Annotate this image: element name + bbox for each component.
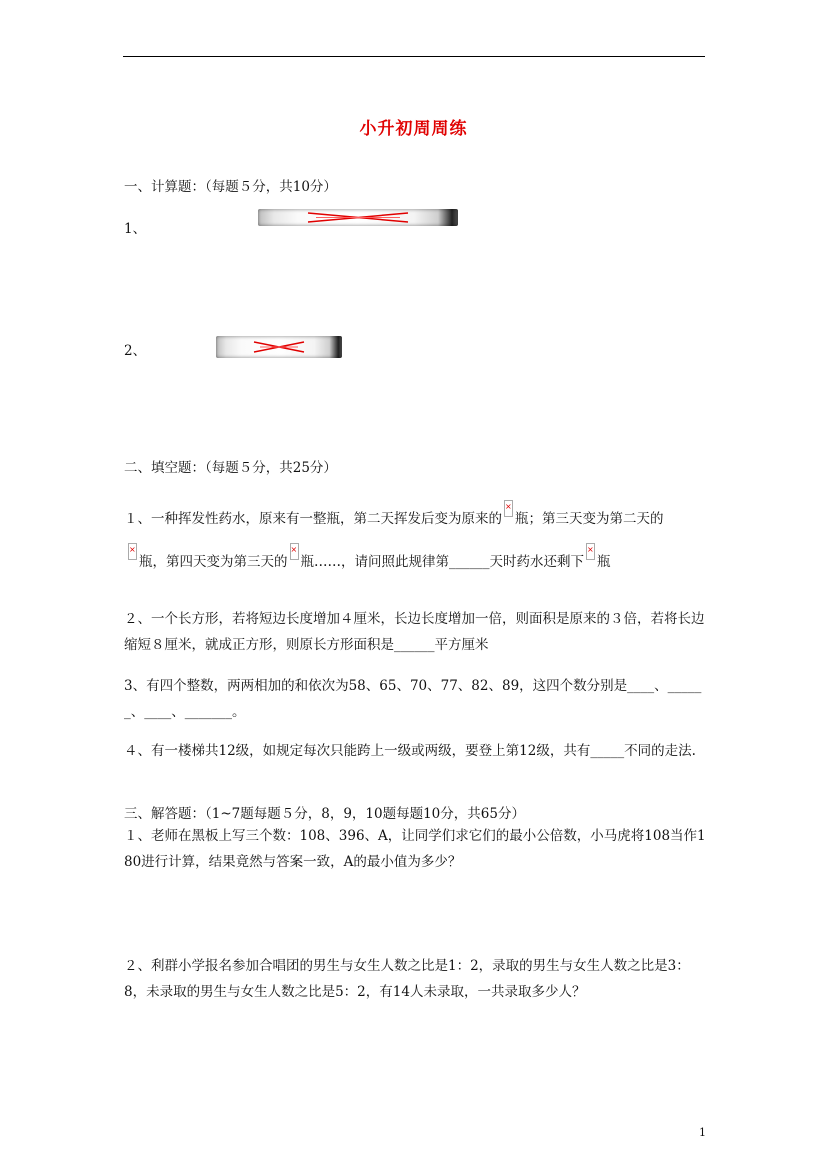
broken-image-icon: [216, 336, 342, 358]
section1-q1-label: 1、: [124, 221, 147, 237]
formula-image-2: [216, 336, 342, 358]
fraction-image-icon: [128, 543, 137, 560]
page-number: 1: [699, 1126, 706, 1139]
fraction-image-icon: [504, 500, 513, 517]
section2-heading: 二、填空题：（每题５分，共25分）: [124, 460, 337, 476]
fraction-image-icon: [586, 543, 595, 560]
q1-text-part2: 瓶；第三天变为第二天的: [515, 511, 664, 527]
section3-q2: ２、利群小学报名参加合唱团的男生与女生人数之比是1：2，录取的男生与女生人数之比是3：8，未录取的男生与女生人数之比是5：2，有14人未录取，一共录取多少人？: [124, 958, 690, 1000]
page-title: 小升初周周练: [359, 119, 468, 139]
section3-q1: １、老师在黑板上写三个数：108、396、A，让同学们求它们的最小公倍数，小马虎将108当作180进行计算，结果竟然与答案一致，A的最小值为多少？: [124, 828, 706, 870]
section1-heading: 一、计算题：（每题５分，共10分）: [124, 179, 337, 195]
q1-text-part4: 瓶……，请问照此规律第______天时药水还剩下: [300, 554, 584, 570]
q1-text-part3: 瓶，第四天变为第三天的: [139, 554, 288, 570]
section1-q2-label: 2、: [124, 343, 147, 359]
section2-q1-line1: [124, 500, 664, 528]
header-rule: [123, 56, 705, 57]
q1-text-part5: 瓶: [597, 554, 611, 570]
section2-q1-line2: [124, 543, 611, 571]
formula-image-1: [258, 209, 458, 226]
section3-heading: 三、解答题：（1~7题每题５分，8，9，10题每题10分，共65分）: [124, 806, 525, 822]
broken-image-icon: [258, 209, 458, 226]
section2-q4: ４、有一楼梯共12级，如规定每次只能跨上一级或两级，要登上第12级，共有_____不同的走法.: [124, 743, 696, 759]
section2-q3: 3、有四个整数，两两相加的和依次为58、65、70、77、82、89，这四个数分别是____、______、____、_______。: [124, 678, 702, 720]
section2-q2: ２、一个长方形，若将短边长度增加４厘米，长边长度增加一倍，则面积是原来的３倍，若将长边缩短８厘米，就成正方形，则原长方形面积是______平方厘米: [124, 611, 705, 653]
q1-text-part1: １、一种挥发性药水，原来有一整瓶，第二天挥发后变为原来的: [124, 511, 502, 527]
fraction-image-icon: [290, 543, 299, 560]
